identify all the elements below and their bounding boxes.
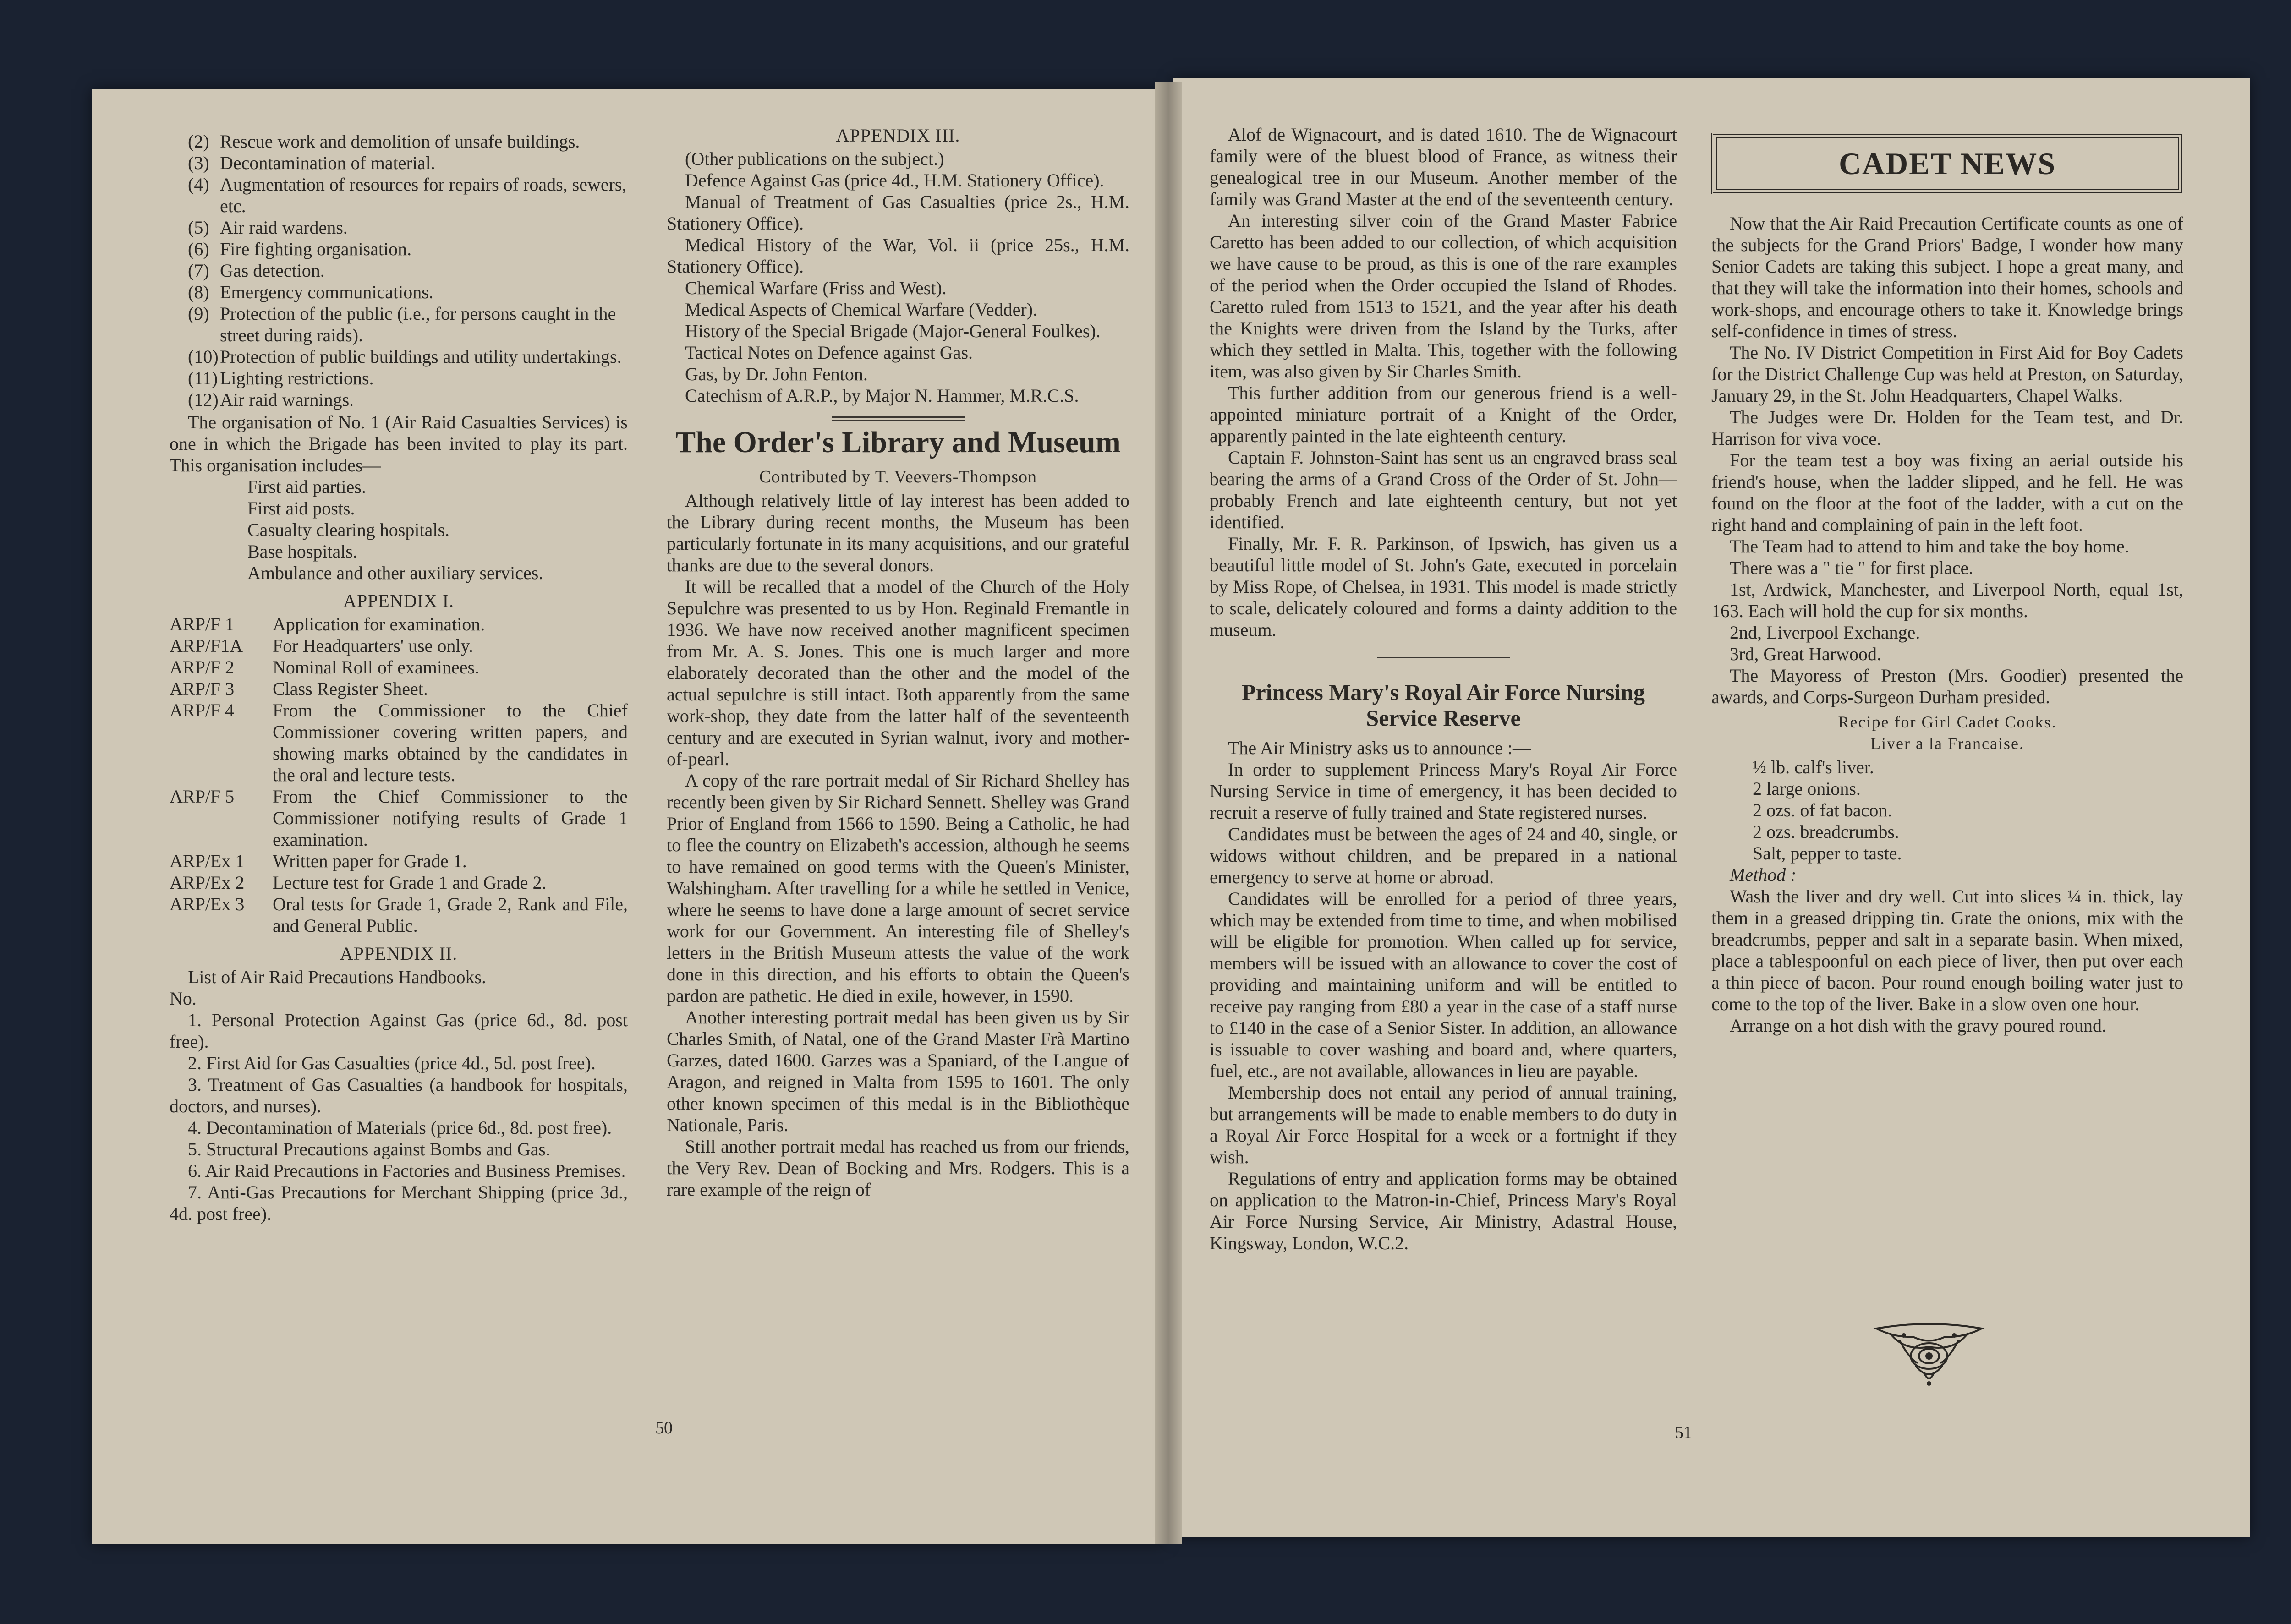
library-paragraph: Captain F. Johnston-Saint has sent us an engraved brass seal bearing the arms of a Grand Cross of the Order of St. John—probably French and late eighteenth century, but not yet identified. <box>1210 447 1677 532</box>
list-number: (12) <box>188 389 219 410</box>
library-paragraph: Alof de Wignacourt, and is dated 1610. The de Wignacourt family were of the bluest blood of France, as witness their genealogical tree in our Museum. Another member of the family was Grand Master at the end of the seventeenth century. <box>1210 124 1677 209</box>
list-number: (8) <box>188 282 209 302</box>
appendix-3-subtitle: (Other publications on the subject.) <box>685 148 944 169</box>
appendix-row <box>170 850 628 872</box>
publication-item: Gas, by Dr. John Fenton. <box>685 364 868 384</box>
form-description: Lecture test for Grade 1 and Grade 2. <box>273 872 547 893</box>
list-text: Emergency communications. <box>220 282 433 302</box>
form-description: Class Register Sheet. <box>273 678 428 699</box>
library-paragraph: Although relatively little of lay interest has been added to the Library during recent months, the Museum has been particularly fortunate in its many acquisitions, and our grateful thanks are due to the several donors. <box>667 490 1129 575</box>
list-item <box>170 238 628 260</box>
cadet-paragraph: 1st, Ardwick, Manchester, and Liverpool North, equal 1st, 163. Each will hold the cup for six months. <box>1711 579 2183 621</box>
list-item: Base hospitals. <box>247 541 357 562</box>
appendix-row <box>170 656 628 678</box>
method-title: Method : <box>1730 864 1797 885</box>
cadet-paragraph: The Judges were Dr. Holden for the Team test, and Dr. Harrison for viva voce. <box>1711 407 2183 449</box>
appendix-2-no: No. <box>170 988 197 1009</box>
publication-item: History of the Special Brigade (Major-General Foulkes). <box>685 321 1101 341</box>
appendix-1-title: APPENDIX I. <box>343 591 455 611</box>
appendix-row <box>170 613 628 635</box>
cadet-paragraph: There was a " tie " for first place. <box>1730 558 1973 578</box>
ingredient-item: ½ lb. calf's liver. <box>1753 757 1874 777</box>
form-description: Written paper for Grade 1. <box>273 851 467 871</box>
page-number-right: 51 <box>1675 1423 1692 1442</box>
list-number: (3) <box>188 153 209 173</box>
appendix-2-intro: List of Air Raid Precautions Handbooks. <box>188 967 487 987</box>
list-item <box>170 152 628 174</box>
cadet-news-body <box>1711 213 2183 708</box>
form-description: Application for examination. <box>273 614 485 634</box>
list-item <box>170 260 628 281</box>
appendix-row <box>170 872 628 893</box>
list-text: Air raid warnings. <box>220 389 354 410</box>
cadet-paragraph: For the team test a boy was fixing an aerial outside his friend's house, when the ladder slipped, and he fell. He was found on the floor at the foot of the ladder, with a cut on the right hand and complaining of pain in the left foot. <box>1711 450 2183 535</box>
form-description: Nominal Roll of examinees. <box>273 657 480 678</box>
form-code: ARP/F 4 <box>170 700 235 721</box>
appendix-row <box>170 786 628 850</box>
list-item: Casualty clearing hospitals. <box>247 519 450 540</box>
list-number: (6) <box>188 239 209 259</box>
appendix-2-title: APPENDIX II. <box>340 943 458 964</box>
publication-item: Defence Against Gas (price 4d., H.M. Stationery Office). <box>685 170 1104 191</box>
cadet-paragraph: 3rd, Great Harwood. <box>1730 644 1881 664</box>
appendix-row <box>170 700 628 786</box>
publication-item: Medical History of the War, Vol. ii (price 25s., H.M. Stationery Office). <box>667 235 1129 277</box>
ingredient-item: Salt, pepper to taste. <box>1753 843 1902 864</box>
form-code: ARP/Ex 1 <box>170 851 245 871</box>
form-code: ARP/Ex 3 <box>170 894 245 914</box>
list-item <box>170 217 628 238</box>
list-text: Augmentation of resources for repairs of roads, sewers, etc. <box>220 174 627 216</box>
form-code: ARP/F 5 <box>170 786 235 807</box>
list-item: First aid parties. <box>247 476 366 497</box>
library-paragraph: A copy of the rare portrait medal of Sir Richard Shelley has recently been given by Sir Richard Sennett. Shelley was Grand Prior of England from 1566 to 1590. Being a Catholic, he had to flee the country on Elizabeth's accession, although he seems to have remained on good terms with the Queen's Minister, Walshingham. After travelling for a while he settled in Venice, where he seems to have done a large amount of secret service work for our Government. An interesting file of Shelley's letters in the British Museum attests the value of the work done in this direction, and his efforts to obtain the Queen's pardon are pathetic. He died in exile, however, in 1590. <box>667 770 1129 1006</box>
ornament-icon <box>1872 1319 1986 1388</box>
list-item <box>170 303 628 346</box>
cadet-paragraph: The Mayoress of Preston (Mrs. Goodier) presented the awards, and Corps-Surgeon Durham presided. <box>1711 665 2183 707</box>
library-paragraph: Still another portrait medal has reached us from our friends, the Very Rev. Dean of Bocking and Mrs. Rodgers. This is a rare example of the reign of <box>667 1136 1129 1200</box>
nursing-article-title: Princess Mary's Royal Air Force Nursing Service Reserve <box>1242 679 1645 731</box>
cadet-paragraph: The Team had to attend to him and take the boy home. <box>1730 536 2129 557</box>
form-code: ARP/F 3 <box>170 678 235 699</box>
list-number: (9) <box>188 303 209 324</box>
form-code: ARP/F 2 <box>170 657 235 678</box>
library-paragraph: It will be recalled that a model of the Church of the Holy Sepulchre was presented to us by Hon. Reginald Fremantle in 1936. We have now received another magnificent specimen from Mr. A. S. Jones. This one is much larger and more elaborately decorated than the other and the model of the actual sepulchre is still intact. Both apparently from the same work-shop, they date from the latter half of the seventeenth century and are executed in Syrian walnut, ivory and mother-of-pearl. <box>667 576 1129 769</box>
cadet-paragraph: 2nd, Liverpool Exchange. <box>1730 622 1920 643</box>
section-rule <box>832 416 965 421</box>
publication-item: Chemical Warfare (Friss and West). <box>685 278 947 298</box>
handbook-item: 7. Anti-Gas Precautions for Merchant Shipping (price 3d., 4d. post free). <box>170 1182 628 1224</box>
publication-item: Medical Aspects of Chemical Warfare (Vedder). <box>685 299 1038 320</box>
nursing-paragraph: The Air Ministry asks us to announce :— <box>1228 738 1531 758</box>
arp-duties-list <box>170 131 628 410</box>
handbook-item: 3. Treatment of Gas Casualties (a handbook for hospitals, doctors, and nurses). <box>170 1074 628 1116</box>
list-item <box>170 131 628 152</box>
handbook-item: 6. Air Raid Precautions in Factories and Business Premises. <box>188 1160 626 1181</box>
form-description: From the Chief Commissioner to the Commissioner notifying results of Grade 1 examination. <box>273 786 628 850</box>
form-code: ARP/F 1 <box>170 614 235 634</box>
publication-item: Manual of Treatment of Gas Casualties (price 2s., H.M. Stationery Office). <box>667 191 1129 234</box>
recipe-subtitle: Liver a la Francaise. <box>1870 734 2024 753</box>
list-text: Protection of the public (i.e., for persons caught in the street during raids). <box>220 303 616 345</box>
list-item <box>170 367 628 389</box>
organisation-items <box>170 476 628 584</box>
list-text: Lighting restrictions. <box>220 368 374 388</box>
list-text: Protection of public buildings and utility undertakings. <box>220 346 622 367</box>
list-number: (7) <box>188 260 209 281</box>
list-item <box>170 389 628 410</box>
book-gutter <box>1155 82 1182 1544</box>
nursing-paragraph: In order to supplement Princess Mary's Royal Air Force Nursing Service in time of emergency, it has been decided to recruit a reserve of fully trained and State registered nurses. <box>1210 759 1677 823</box>
appendix-1-list <box>170 613 628 936</box>
nursing-paragraph: Membership does not entail any period of annual training, but arrangements will be made to enable members to do duty in a Royal Air Force Hospital for a week or a fortnight if they wish. <box>1210 1082 1677 1167</box>
cadet-paragraph: The No. IV District Competition in First Aid for Boy Cadets for the District Challenge Cup was held at Preston, on Saturday, January 29, in the St. John Headquarters, Chapel Walks. <box>1711 342 2183 406</box>
form-description: From the Commissioner to the Chief Commissioner covering written papers, and showing marks obtained by the candidates in the oral and lecture tests. <box>273 700 628 785</box>
appendix-2-list <box>170 1009 628 1225</box>
library-article-body <box>667 490 1129 1200</box>
nursing-paragraph: Candidates will be enrolled for a period of three years, which may be extended from time to time, and when mobilised will be eligible for promotion. When called up for service, members will be issued with an allowance to cover the cost of providing and maintaining uniform and will be entitled to receive pay ranging from £80 a year in the case of a staff nurse to £140 in the case of a Senior Sister. In addition, an allowance is issuable to cover washing and board and, where quarters, fuel, etc., are not available, allowances in lieu are payable. <box>1210 888 1677 1081</box>
appendix-3-title: APPENDIX III. <box>836 125 960 146</box>
right-column-1 <box>1210 124 1677 1254</box>
method-paragraph: Arrange on a hot dish with the gravy poured round. <box>1730 1015 2107 1036</box>
recipe-title: Recipe for Girl Cadet Cooks. <box>1838 713 2057 731</box>
list-number: (11) <box>188 368 218 388</box>
appendix-row <box>170 893 628 936</box>
form-description: Oral tests for Grade 1, Grade 2, Rank and File, and General Public. <box>273 894 628 936</box>
list-text: Gas detection. <box>220 260 325 281</box>
handbook-item: 2. First Aid for Gas Casualties (price 4d., 5d. post free). <box>188 1053 596 1073</box>
appendix-row <box>170 635 628 656</box>
list-number: (2) <box>188 131 209 152</box>
section-rule <box>1377 657 1510 661</box>
list-text: Rescue work and demolition of unsafe buildings. <box>220 131 580 152</box>
page-number-left: 50 <box>655 1418 673 1438</box>
recipe-ingredients <box>1711 756 2183 864</box>
list-item: First aid posts. <box>247 498 355 519</box>
library-paragraph: Finally, Mr. F. R. Parkinson, of Ipswich, has given us a beautiful little model of St. John's Gate, executed in porcelain by Miss Rope, of Chelsea, in 1931. This model is made strictly to scale, delicately coloured and forms a dainty addition to the museum. <box>1210 533 1677 640</box>
nursing-paragraph: Candidates must be between the ages of 24 and 40, single, or widows without children, and be prepared in a national emergency to serve at home or abroad. <box>1210 824 1677 887</box>
list-text: Fire fighting organisation. <box>220 239 412 259</box>
nursing-paragraph: Regulations of entry and application forms may be obtained on application to the Matron-in-Chief, Princess Mary's Royal Air Force Nursing Service, Air Ministry, Adastral House, Kingsway, London, W.C.2. <box>1210 1168 1677 1253</box>
list-item <box>170 281 628 303</box>
list-text: Air raid wardens. <box>220 217 348 238</box>
list-text: Decontamination of material. <box>220 153 435 173</box>
library-paragraph: This further addition from our generous friend is a well-appointed miniature portrait of a Knight of the Order, apparently painted in the late eighteenth century. <box>1210 383 1677 446</box>
list-item: Ambulance and other auxiliary services. <box>247 563 543 583</box>
form-description: For Headquarters' use only. <box>273 635 473 656</box>
left-column-1 <box>170 131 628 1225</box>
handbook-item: 4. Decontamination of Materials (price 6d., 8d. post free). <box>188 1117 612 1138</box>
organisation-paragraph: The organisation of No. 1 (Air Raid Casualties Services) is one in which the Brigade has been invited to play its part. This organisation includes— <box>170 412 628 476</box>
cadet-paragraph: Now that the Air Raid Precaution Certificate counts as one of the subjects for the Grand Priors' Badge, I wonder how many Senior Cadets are taking this subject. I hope a great many, and that they will take the information into their homes, schools and work-shops, and encourage others to take it. Knowledge brings self-confidence in times of stress. <box>1711 213 2183 341</box>
ingredient-item: 2 ozs. breadcrumbs. <box>1753 821 1899 842</box>
appendix-row <box>170 678 628 700</box>
list-number: (4) <box>188 174 209 195</box>
publication-item: Tactical Notes on Defence against Gas. <box>685 342 973 363</box>
publication-item: Catechism of A.R.P., by Major N. Hammer, M.R.C.S. <box>685 385 1079 406</box>
nursing-article-body <box>1210 737 1677 1254</box>
method-paragraph: Wash the liver and dry well. Cut into slices ¼ in. thick, lay them in a greased dripping tin. Grate the onions, mix with the breadcrumbs, pepper and salt in a separate basin. When mixed, place a tablespoonful on each piece of liver, then put over each a thin piece of bacon. Pour round enough boiling water just to come to the top of the liver. Bake in a slow oven one hour. <box>1711 886 2183 1014</box>
ingredient-item: 2 large onions. <box>1753 778 1861 799</box>
ingredient-item: 2 ozs. of fat bacon. <box>1753 800 1892 820</box>
right-column-2 <box>1711 133 2183 1036</box>
list-item <box>170 174 628 217</box>
list-number: (10) <box>188 346 219 367</box>
cadet-news-header-box <box>1711 133 2183 194</box>
form-code: ARP/Ex 2 <box>170 872 245 893</box>
library-article-continued <box>1210 124 1677 640</box>
list-number: (5) <box>188 217 209 238</box>
list-item <box>170 346 628 367</box>
library-article-title: The Order's Library and Museum <box>675 426 1121 459</box>
library-paragraph: Another interesting portrait medal has been given us by Sir Charles Smith, of Natal, one of the Grand Master Frà Martino Garzes, dated 1600. Garzes was a Spaniard, of the Langue of Aragon, and reigned in Malta from 1595 to 1601. The only other known specimen of this medal is in the Bibliothèque Nationale, Paris. <box>667 1007 1129 1135</box>
appendix-3-list <box>667 170 1129 406</box>
library-paragraph: An interesting silver coin of the Grand Master Fabrice Caretto has been added to our collection, of which acquisition we have cause to be proud, as this is one of the rare examples of the period when the Order occupied the Island of Rhodes. Caretto ruled from 1513 to 1521, and the year after his death the Knights were driven from the Island by the Turks, after which they settled in Malta. This, together with the following item, was also given by Sir Charles Smith. <box>1210 210 1677 382</box>
form-code: ARP/F1A <box>170 635 243 656</box>
left-column-2 <box>667 125 1129 1200</box>
cadet-news-title: CADET NEWS <box>1716 137 2179 190</box>
recipe-method <box>1711 886 2183 1036</box>
handbook-item: 1. Personal Protection Against Gas (price 6d., 8d. post free). <box>170 1010 628 1052</box>
handbook-item: 5. Structural Precautions against Bombs and Gas. <box>188 1139 550 1159</box>
library-byline: Contributed by T. Veevers-Thompson <box>759 467 1037 487</box>
